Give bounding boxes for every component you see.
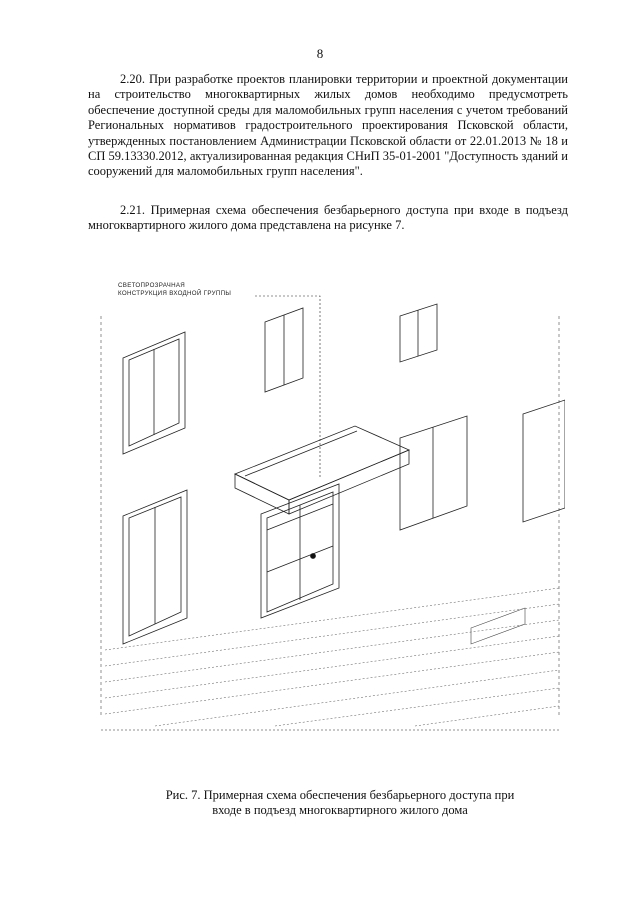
window-upper-center (265, 308, 303, 392)
caption-line-1: Рис. 7. Примерная схема обеспечения безбарьерного доступа при (165, 788, 515, 802)
window-lower-right (400, 416, 467, 530)
window-upper-left (123, 332, 185, 454)
paragraph-2-20: 2.20. При разработке проектов планировки территории и проектной документации на строительство многоквартирных жилых домов необходимо предусмотреть обеспечение доступной среды для маломобильных групп населения с учетом требований Региональных нормативов градостроительного проектирования Псковской области, утвержденных постановлением Администрации Псковской области от 22.01.2013 № 18 и СП 59.13330.2012, актуализированная редакция СНиП 35-01-2001 "Доступность зданий и сооружений для маломобильных групп населения". (88, 72, 568, 179)
figure-label-line-1: СВЕТОПРОЗРАЧНАЯ (118, 282, 186, 289)
figure-7-entrance-scheme (95, 278, 565, 738)
paragraph-2-21: 2.21. Примерная схема обеспечения безбарьерного доступа при входе в подъезд многоквартирного жилого дома представлена на рисунке 7. (88, 203, 568, 233)
figure-caption (150, 788, 530, 819)
entrance-ramp-area (105, 588, 559, 726)
figure-label-line-2: КОНСТРУКЦИЯ ВХОДНОЙ ГРУППЫ (118, 290, 232, 297)
entrance-glazed-doors (261, 484, 339, 618)
figure-label (118, 282, 231, 298)
window-lower-left (123, 490, 187, 644)
building-entrance-drawing (95, 278, 565, 738)
window-upper-right (400, 304, 437, 362)
caption-line-2: входе в подъезд многоквартирного жилого дома (212, 803, 468, 818)
entrance-canopy (235, 426, 409, 514)
window-right-partial (523, 400, 565, 522)
page-number: 8 (316, 46, 324, 61)
ramp-step (471, 608, 525, 644)
